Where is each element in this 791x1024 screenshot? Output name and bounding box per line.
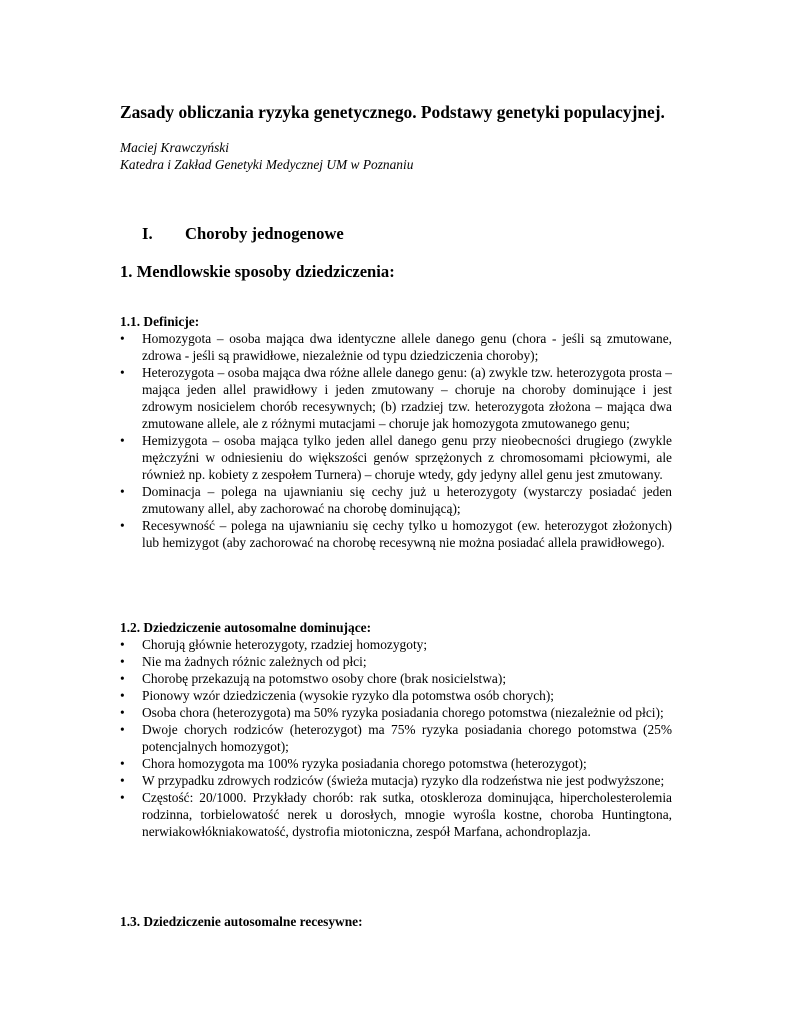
section-heading: 1. Mendlowskie sposoby dziedziczenia:	[120, 262, 395, 281]
bullet-icon	[120, 330, 125, 347]
list-item: • Chora homozygota ma 100% ryzyka posiadania chorego potomstwa (heterozygot);	[120, 755, 672, 772]
list-item: • Homozygota – osoba mająca dwa identyczne allele danego genu (chora - jeśli są zmutowane, zdrowa - jeśli są prawidłowe, niezależnie od typu dziedziczenia choroby);	[120, 330, 672, 364]
list-item: • Chorobę przekazują na potomstwo osoby chore (brak nosicielstwa);	[120, 670, 672, 687]
list-item: • Pionowy wzór dziedziczenia (wysokie ryzyko dla potomstwa osób chorych);	[120, 687, 672, 704]
bullet-icon	[120, 772, 125, 789]
list-item: • Recesywność – polega na ujawnianiu się cechy tylko u homozygot (ew. heterozygot złożonych) lub hemizygot (aby zachorować na chorobę recesywną nie można posiadać allela prawidłowego).	[120, 517, 672, 551]
author-name: Maciej Krawczyński	[120, 140, 229, 155]
list-item: • Osoba chora (heterozygota) ma 50% ryzyka posiadania chorego potomstwa (niezależnie od płci);	[120, 704, 672, 721]
chapter-title: Choroby jednogenowe	[185, 224, 344, 243]
bullet-icon	[120, 517, 125, 534]
bullet-icon	[120, 636, 125, 653]
document-title: Zasady obliczania ryzyka genetycznego. Podstawy genetyki populacyjnej.	[120, 102, 665, 122]
list-item: • Heterozygota – osoba mająca dwa różne allele danego genu: (a) zwykle tzw. heterozygota prosta – mająca jeden allel prawidłowy i jeden zmutowany – choruje na choroby dominujące i jest zdrowym nosicielem chorób recesywnych; (b) rzadziej tzw. heterozygota złożona – mająca dwa zmutowane allele, ale z różnymi mutacjami – choruje jak homozygota zmutowanego genu;	[120, 364, 672, 432]
autosomal-dominant-list	[120, 636, 672, 840]
author-affiliation: Katedra i Zakład Genetyki Medycznej UM w Poznaniu	[120, 157, 414, 172]
bullet-icon	[120, 364, 125, 381]
definitions-heading: 1.1. Definicje:	[120, 314, 200, 329]
list-item: • Nie ma żadnych różnic zależnych od płci;	[120, 653, 672, 670]
bullet-icon	[120, 670, 125, 687]
bullet-icon	[120, 789, 125, 806]
bullet-icon	[120, 704, 125, 721]
bullet-icon	[120, 721, 125, 738]
bullet-icon	[120, 687, 125, 704]
list-item: • W przypadku zdrowych rodziców (świeża mutacja) ryzyko dla rodzeństwa nie jest podwyższone;	[120, 772, 672, 789]
autosomal-dominant-heading: 1.2. Dziedziczenie autosomalne dominujące:	[120, 620, 372, 635]
bullet-icon	[120, 483, 125, 500]
list-item: • Dominacja – polega na ujawnianiu się cechy już u heterozygoty (wystarczy posiadać jeden zmutowany allel, aby zachorować na chorobę dominującą);	[120, 483, 672, 517]
bullet-icon	[120, 755, 125, 772]
list-item: • Hemizygota – osoba mająca tylko jeden allel danego genu przy nieobecności drugiego (zwykle mężczyźni w odniesieniu do większości genów sprzężonych z chromosomami płciowymi, ale również np. kobiety z zespołem Turnera) – choruje wtedy, gdy jedyny allel genu jest zmutowany.	[120, 432, 672, 483]
autosomal-recessive-heading: 1.3. Dziedziczenie autosomalne recesywne:	[120, 914, 363, 929]
bullet-icon	[120, 653, 125, 670]
list-item: • Częstość: 20/1000. Przykłady chorób: rak sutka, otoskleroza dominująca, hipercholesterolemia rodzinna, torbielowatość nerek u dorosłych, mnogie wyrośla kostne, choroba Huntingtona, nerwiakowłókniakowatość, dystrofia miotoniczna, zespół Marfana, achondroplazja.	[120, 789, 672, 840]
definitions-list	[120, 330, 672, 551]
list-item: • Dwoje chorych rodziców (heterozygot) ma 75% ryzyka posiadania chorego potomstwa (25% potencjalnych homozygot);	[120, 721, 672, 755]
list-item: • Chorują głównie heterozygoty, rzadziej homozygoty;	[120, 636, 672, 653]
chapter-number: I.	[142, 224, 153, 243]
bullet-icon	[120, 432, 125, 449]
